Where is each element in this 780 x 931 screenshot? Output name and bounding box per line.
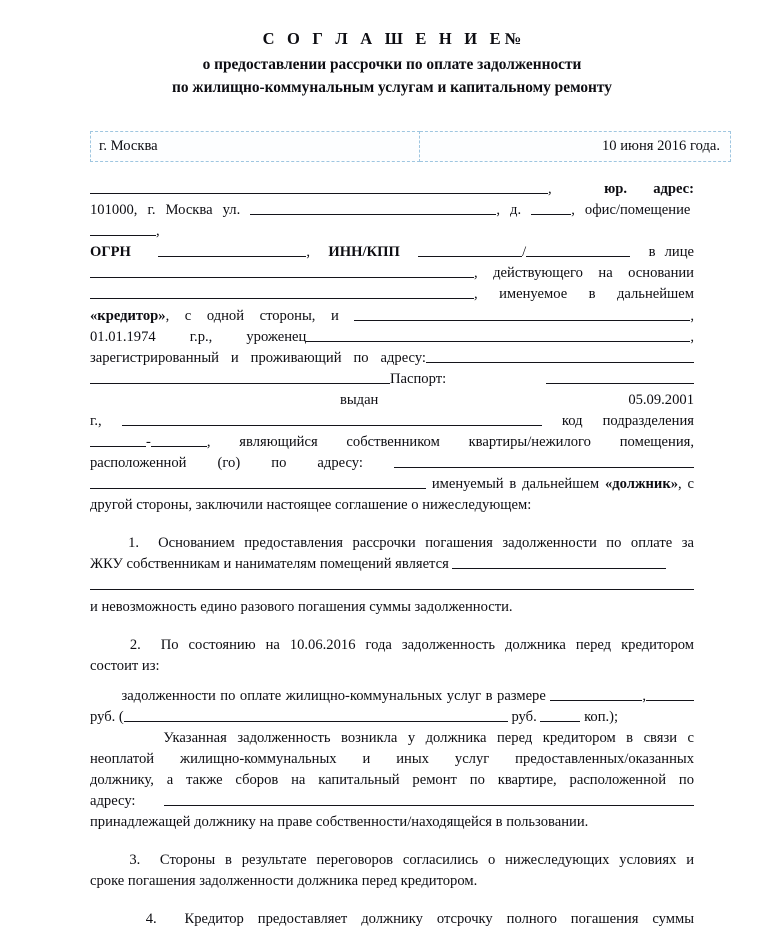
registered-living-label: зарегистрированный и проживающий по адресу: (90, 349, 426, 366)
ogrn-label: ОГРН (90, 244, 131, 261)
registration-address-blank-2[interactable] (90, 369, 390, 383)
clause-2-line-2: состоит из: (90, 657, 160, 674)
clause-2-address-blank[interactable] (164, 792, 694, 806)
ogrn-blank[interactable] (158, 243, 306, 257)
owner-line (90, 432, 694, 453)
clause-2-sub-text-3: руб. (511, 708, 537, 725)
document-body (90, 179, 694, 930)
city-cell: г. Москва (91, 131, 420, 161)
house-blank[interactable] (531, 201, 571, 215)
clause-2-sub-line-7: принадлежащей должнику на праве собственности/находящейся в пользовании. (90, 814, 589, 831)
clause-2-sub-line-5: должнику, а также сборов на капитальный ремонт по квартире, расположенной по (90, 772, 694, 789)
clause-2-sub-text-1: задолженности по оплате жилищно-коммунальных услуг в размере (121, 687, 546, 704)
subdivision-code-label: код подразделения (561, 412, 694, 429)
passport-line (90, 369, 694, 411)
office-blank[interactable] (90, 222, 156, 236)
header-table (90, 131, 731, 162)
property-address-blank[interactable] (394, 454, 694, 468)
creditor-tail: , с одной стороны, и (165, 307, 339, 324)
clause-2-sub-line-6 (90, 791, 694, 812)
code-dash: - (146, 434, 151, 451)
legal-address-label: юр. адрес: (604, 181, 694, 198)
hereinafter-neuter-label: , именуемое в дальнейшем (474, 286, 694, 303)
debt-kopecks-words-blank[interactable] (540, 707, 580, 721)
in-person-label: в лице (648, 244, 695, 261)
office-label: , офис/помещение (571, 202, 691, 219)
year-label: г., (90, 412, 102, 429)
clause-2-sub-text-2: руб. ( (90, 708, 124, 725)
number-sign: № (504, 29, 522, 48)
creditor-line: «кредитор», с одной стороны, и , (90, 307, 694, 324)
address-line: 101000, г. Москва ул. , д. , офис/помещение , (90, 202, 691, 240)
title-block (90, 0, 694, 99)
clause-1-line-2 (90, 554, 694, 575)
clause-4-line-1 (90, 909, 694, 930)
doc-title-text: С О Г Л А Ш Е Н И Е (262, 29, 505, 48)
clause-2-sub-text-8: адресу: (90, 793, 136, 810)
slash-separator: / (522, 244, 527, 261)
birth-line: 01.01.1974 г.р., уроженец , (90, 328, 694, 345)
acting-on-basis-label: , действующего на основании (474, 265, 694, 282)
house-label: , д. (496, 202, 522, 219)
clause-4-text-1: Кредитор предоставляет должнику отсрочку полного погашения суммы (184, 911, 695, 928)
postal-index: 101000 (90, 202, 134, 219)
passport-label: Паспорт: (390, 370, 447, 387)
clause-1-text-2: ЖКУ собственникам и нанимателям помещений является (90, 556, 449, 573)
ogrn-inn-line: ОГРН , ИНН/КПП / в лице (90, 244, 695, 261)
property-address-blank-2[interactable] (90, 475, 426, 489)
hereinafter-line (90, 284, 694, 305)
birthplace-blank[interactable] (306, 327, 690, 341)
other-side-line: другой стороны, заключили настоящее соглашение о нижеследующем: (90, 497, 532, 514)
debtor-term: «должник» (604, 476, 679, 493)
clause-3-text-1: Стороны в результате переговоров согласились о нижеследующих условиях и (159, 852, 694, 869)
debt-kopecks-blank[interactable] (646, 686, 694, 700)
issued-label: выдан 05.09.2001 (339, 391, 694, 408)
issuing-authority-blank[interactable] (122, 412, 542, 426)
clause-2-text-1: По состоянию на 10.06.2016 года задолженность должника перед кредитором (160, 636, 695, 653)
creditor-term: «кредитор» (90, 307, 166, 324)
registration-line (90, 348, 694, 369)
street-blank[interactable] (250, 201, 496, 215)
passport-number-blank[interactable] (546, 369, 694, 383)
debt-amount-blank[interactable] (550, 686, 642, 700)
clause-1-text-1: Основанием предоставления рассрочки погашения задолженности по оплате за (158, 535, 695, 552)
clause-2-sub-line-2 (90, 707, 694, 728)
clause-2-sub-text-4: коп.); (584, 708, 619, 725)
located-at-label: расположенной (го) по адресу: (90, 455, 363, 472)
debtor-name-blank[interactable] (354, 306, 690, 320)
birthdate: 01.01.1974 г.р., (90, 328, 213, 345)
date-cell: 10 июня 2016 года. (420, 131, 731, 161)
being-owner-label: , являющийся собственником квартиры/нежилого помещения, (206, 434, 694, 451)
inn-blank[interactable] (418, 243, 522, 257)
basis-document-blank[interactable] (90, 285, 474, 299)
clause-2-sub-line-3 (90, 728, 694, 749)
clause-1-number: 1. (128, 535, 140, 552)
registration-address-blank[interactable] (426, 348, 694, 362)
clause-2-sub-text-5: Указанная задолженность возникла у должника перед кредитором в связи с (163, 729, 694, 746)
clause-2-line-1 (90, 635, 694, 656)
clause-1-reason-blank[interactable] (452, 555, 666, 569)
clause-3-number: 3. (129, 852, 141, 869)
clause-2-sub-line-1: задолженности по оплате жилищно-коммунальных услуг в размере , (90, 686, 694, 707)
city-street-prefix: , г. Москва ул. (133, 202, 241, 219)
clause-2-sub-line-4: неоплатой жилищно-коммунальных и иных услуг предоставленных/оказанных (90, 750, 694, 767)
subdivision-code-blank-1[interactable] (90, 433, 146, 447)
clause-4-number: 4. (145, 911, 157, 928)
debt-amount-words-blank[interactable] (124, 707, 508, 721)
clause-3-line-2: сроке погашения задолженности должника перед кредитором. (90, 873, 478, 890)
native-of-label: уроженец (246, 328, 307, 345)
clause-2-number: 2. (129, 636, 141, 653)
acting-basis-line (90, 263, 694, 284)
doc-subtitle-line-1: о предоставлении рассрочки по оплате задолженности (202, 56, 582, 74)
hereinafter-masc-label: именуемый в дальнейшем (431, 476, 600, 493)
representative-blank[interactable] (90, 264, 474, 278)
inn-kpp-label: ИНН/КПП (328, 244, 400, 261)
page-title (90, 28, 694, 49)
debtor-term-line (90, 474, 694, 495)
clause-3-line-1 (90, 850, 694, 871)
table-row (91, 131, 731, 161)
kpp-blank[interactable] (526, 243, 630, 257)
clause-1-reason-rule[interactable] (90, 589, 694, 590)
doc-subtitle-line-2: по жилищно-коммунальным услугам и капитальному ремонту (172, 78, 612, 96)
located-line (90, 453, 694, 474)
subdivision-code-blank-2[interactable] (151, 433, 207, 447)
clause-1-line-3: и невозможность едино разового погашения суммы задолженности. (90, 598, 513, 615)
legal-address-line: , юр. адрес: (90, 179, 694, 200)
clause-1-line-1 (90, 533, 694, 554)
subdivision-line (90, 411, 694, 432)
debtor-tail: , с (678, 476, 694, 493)
org-name-blank[interactable] (90, 180, 548, 194)
